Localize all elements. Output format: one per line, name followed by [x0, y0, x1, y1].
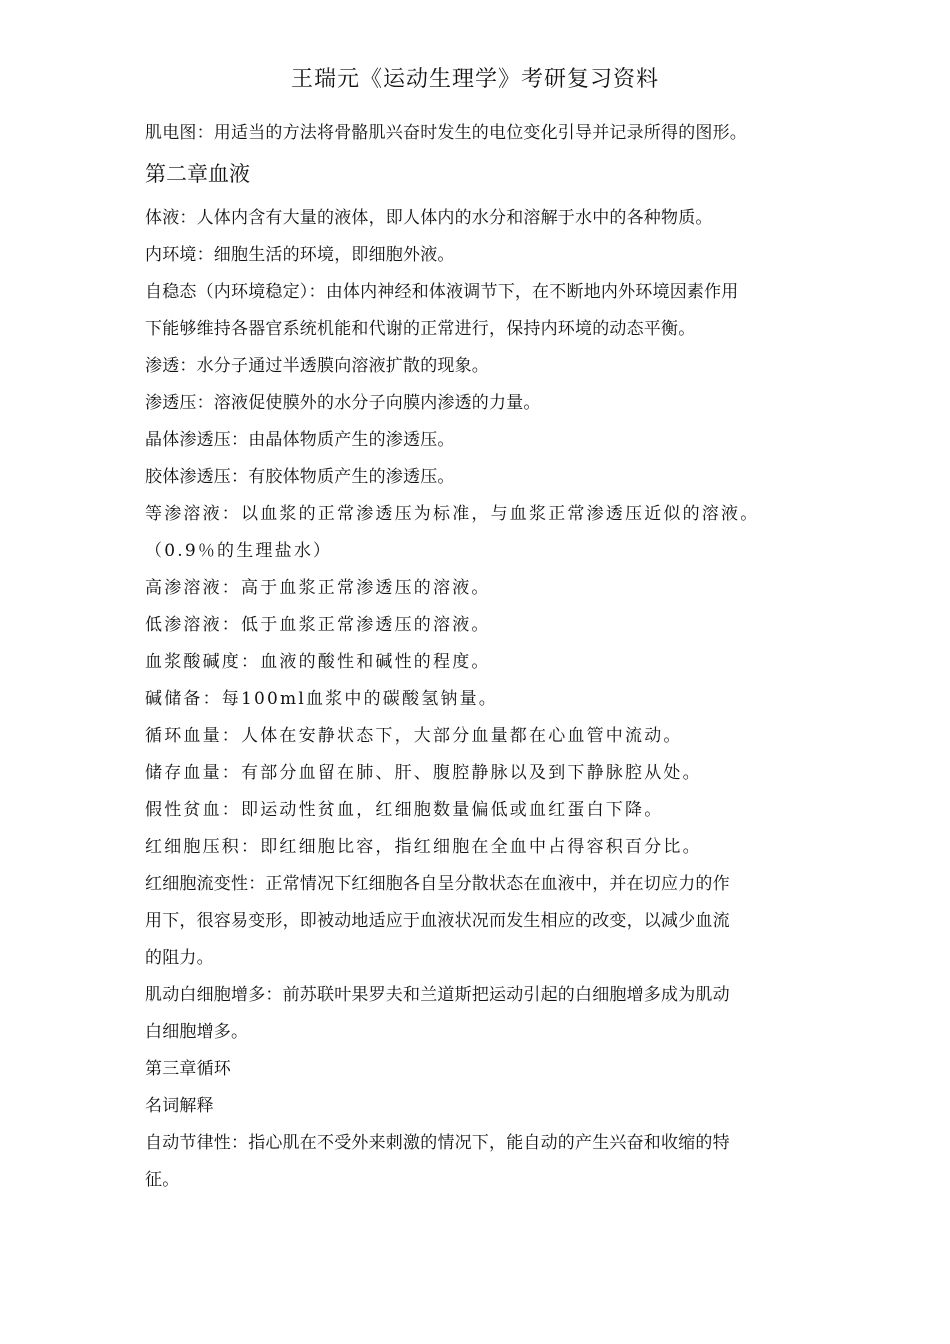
- definition-osmosis: 渗透：水分子通过半透膜向溶液扩散的现象。: [145, 356, 489, 376]
- definition-hematocrit: 红细胞压积：即红细胞比容，指红细胞在全血中占得容积百分比。: [145, 837, 702, 857]
- definition-colloid-osmotic-pressure: 胶体渗透压：有胶体物质产生的渗透压。: [145, 467, 455, 487]
- definition-isotonic-note: （0.9％的生理盐水）: [145, 541, 333, 561]
- definition-hypertonic-solution: 高渗溶液：高于血浆正常渗透压的溶液。: [145, 578, 491, 598]
- definition-myogenic-leukocytosis-cont: 白细胞增多。: [145, 1022, 249, 1042]
- definition-isotonic-solution: 等渗溶液：以血浆的正常渗透压为标准，与血浆正常渗透压近似的溶液。: [145, 504, 760, 524]
- chapter-heading-blood: 第二章血液: [145, 162, 250, 186]
- definition-stored-blood-volume: 储存血量：有部分血留在肺、肝、腹腔静脉以及到下静脉腔从处。: [145, 763, 702, 783]
- definition-osmotic-pressure: 渗透压：溶液促使膜外的水分子向膜内渗透的力量。: [145, 393, 541, 413]
- definition-circulating-blood-volume: 循环血量：人体在安静状态下，大部分血量都在心血管中流动。: [145, 726, 683, 746]
- definition-rbc-rheology: 红细胞流变性：正常情况下红细胞各自呈分散状态在血液中，并在切应力的作: [145, 874, 730, 894]
- definition-internal-environment: 内环境：细胞生活的环境，即细胞外液。: [145, 245, 455, 265]
- definition-pseudo-anemia: 假性贫血：即运动性贫血，红细胞数量偏低或血红蛋白下降。: [145, 800, 664, 820]
- definition-plasma-ph: 血浆酸碱度：血液的酸性和碱性的程度。: [145, 652, 491, 672]
- definition-crystal-osmotic-pressure: 晶体渗透压：由晶体物质产生的渗透压。: [145, 430, 455, 450]
- definition-autorhythmicity-cont: 征。: [145, 1170, 180, 1190]
- page-title: 王瑞元《运动生理学》考研复习资料: [290, 67, 659, 92]
- definition-hypotonic-solution: 低渗溶液：低于血浆正常渗透压的溶液。: [145, 615, 491, 635]
- definition-body-fluid: 体液：人体内含有大量的液体，即人体内的水分和溶解于水中的各种物质。: [145, 208, 713, 228]
- definition-homeostasis: 自稳态（内环境稳定）：由体内神经和体液调节下，在不断地内外环境因素作用: [145, 282, 739, 302]
- definition-emg: 肌电图：用适当的方法将骨骼肌兴奋时发生的电位变化引导并记录所得的图形。: [145, 123, 747, 143]
- chapter-heading-circulation: 第三章循环: [145, 1059, 231, 1079]
- definition-rbc-rheology-cont2: 的阻力。: [145, 948, 214, 968]
- definition-rbc-rheology-cont1: 用下，很容易变形，即被动地适应于血液状况而发生相应的改变，以减少血流: [145, 911, 730, 931]
- definition-myogenic-leukocytosis: 肌动白细胞增多：前苏联叶果罗夫和兰道斯把运动引起的白细胞增多成为肌动: [145, 985, 730, 1005]
- definition-autorhythmicity: 自动节律性：指心肌在不受外来刺激的情况下，能自动的产生兴奋和收缩的特: [145, 1133, 730, 1153]
- section-heading-glossary: 名词解释: [145, 1096, 214, 1116]
- definition-homeostasis-cont: 下能够维持各器官系统机能和代谢的正常进行，保持内环境的动态平衡。: [145, 319, 696, 339]
- definition-alkali-reserve: 碱储备：每100ml血浆中的碳酸氢钠量。: [145, 689, 499, 709]
- document-body: [145, 115, 810, 1199]
